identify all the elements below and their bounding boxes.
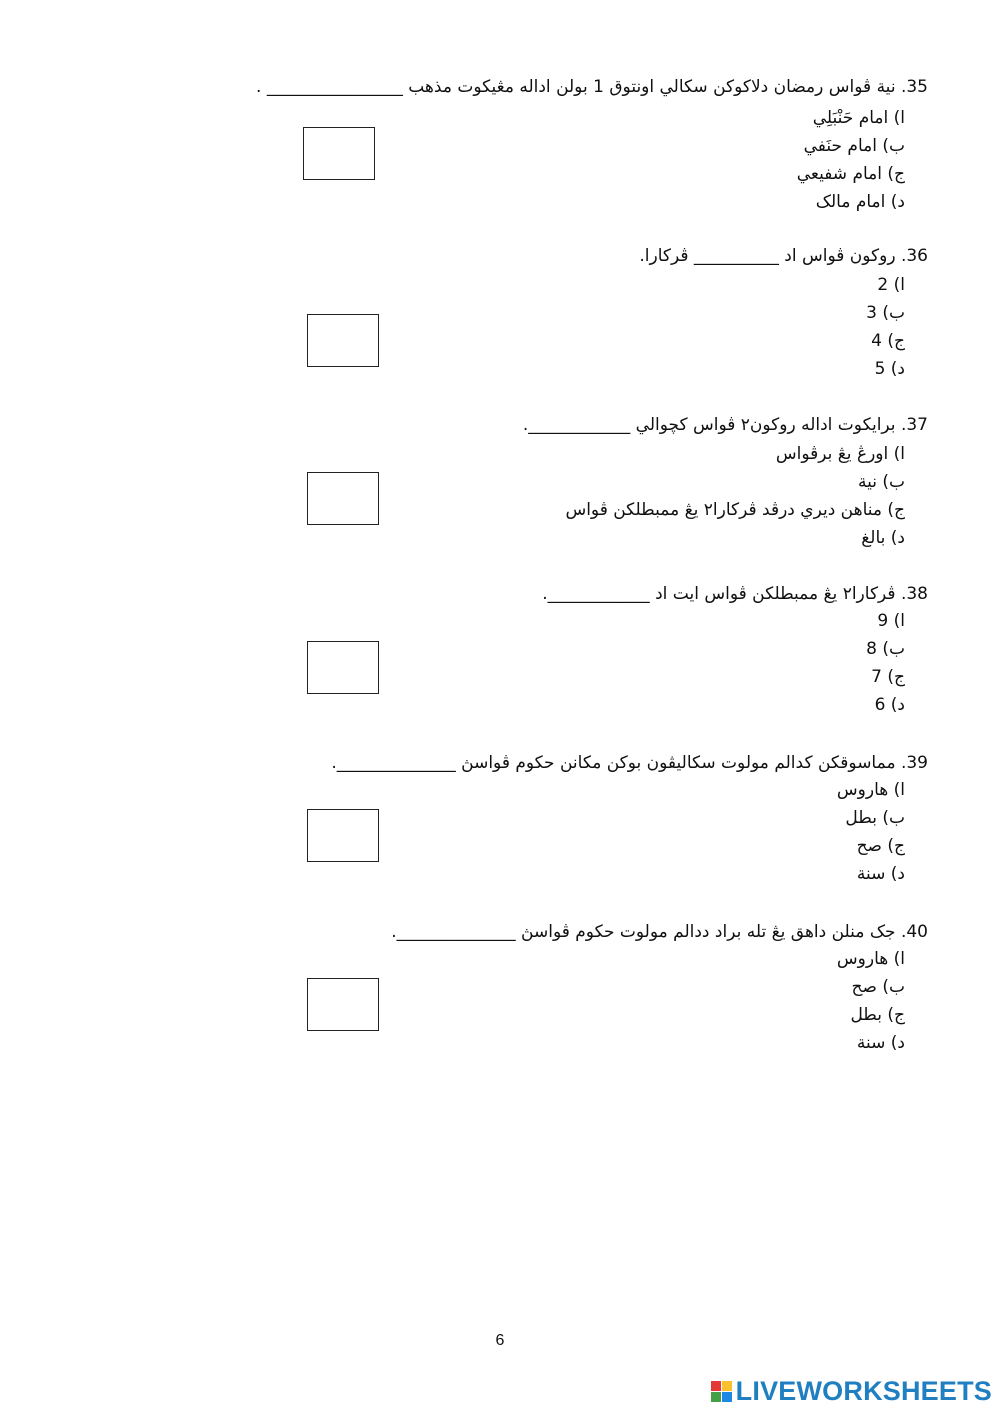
option-a: ا) امام حَنْبَلِي	[812, 108, 905, 128]
logo-square-blue	[722, 1392, 732, 1402]
option-b: ب) نية	[857, 472, 905, 492]
option-c: ج) 4	[871, 331, 905, 351]
option-a: ا) 2	[877, 275, 905, 295]
logo-square-green	[711, 1392, 721, 1402]
option-a: ا) 9	[877, 611, 905, 631]
logo-square-red	[711, 1381, 721, 1391]
option-a: ا) اورڠ يڠ برڤواس	[775, 444, 905, 464]
option-b: ب) صح	[851, 977, 905, 997]
option-a: ا) هاروس	[836, 780, 905, 800]
option-d: د) سنة	[856, 1033, 905, 1053]
question-text: 35. نية ڤواس رمضان دلاكوكن سكالي اونتوق 1 بولن اداله مڠيكوت مذهب ________________ .	[256, 77, 928, 97]
option-c: ج) 7	[871, 667, 905, 687]
options-list	[385, 271, 905, 383]
question-text: 37. برايكوت اداله روكون٢ ڤواس كچوالي ____________.	[522, 415, 928, 435]
liveworksheets-brand[interactable]	[711, 1377, 992, 1405]
answer-box-38[interactable]	[307, 641, 379, 694]
liveworksheets-logo-icon	[711, 1381, 732, 1402]
options-list	[385, 776, 905, 888]
options-list	[385, 104, 905, 216]
option-d: د) 6	[874, 695, 905, 715]
option-c: ج) امام شفيعي	[796, 164, 905, 184]
options-list	[385, 440, 905, 552]
option-d: د) 5	[874, 359, 905, 379]
option-b: ب) 3	[866, 303, 905, 323]
option-d: د) امام مالک	[815, 192, 905, 212]
question-text: 38. ڤركارا٢ يڠ ممبطلكن ڤواس ايت اد ____________.	[542, 584, 928, 604]
option-b: ب) بطل	[845, 808, 905, 828]
question-text: 36. روكون ڤواس اد __________ ڤركارا.	[639, 246, 928, 266]
question-text: 40. جک منلن داهق يڠ تله براد ددالم مولوت حكوم ڤواسڽ ______________.	[391, 922, 928, 942]
answer-box-35[interactable]	[303, 127, 375, 180]
logo-square-yellow	[722, 1381, 732, 1391]
page-number: 6	[495, 1332, 505, 1349]
answer-box-39[interactable]	[307, 809, 379, 862]
option-b: ب) 8	[866, 639, 905, 659]
option-c: ج) صح	[856, 836, 905, 856]
option-b: ب) امام حنَفي	[803, 136, 905, 156]
options-list	[385, 607, 905, 719]
question-text: 39. مماسوقكن كدالم مولوت سكاليڤون بوكن مكانن حكوم ڤواسڽ ______________.	[331, 753, 928, 773]
answer-box-40[interactable]	[307, 978, 379, 1031]
option-d: د) بالغ	[861, 528, 905, 548]
answer-box-37[interactable]	[307, 472, 379, 525]
option-a: ا) هاروس	[836, 949, 905, 969]
options-list	[385, 945, 905, 1057]
answer-box-36[interactable]	[307, 314, 379, 367]
option-c: ج) مناهن ديري درڤد ڤركارا٢ يڠ ممبطلكن ڤواس	[565, 500, 905, 520]
brand-name: LIVEWORKSHEETS	[735, 1375, 992, 1406]
option-c: ج) بطل	[850, 1005, 905, 1025]
option-d: د) سنة	[856, 864, 905, 884]
